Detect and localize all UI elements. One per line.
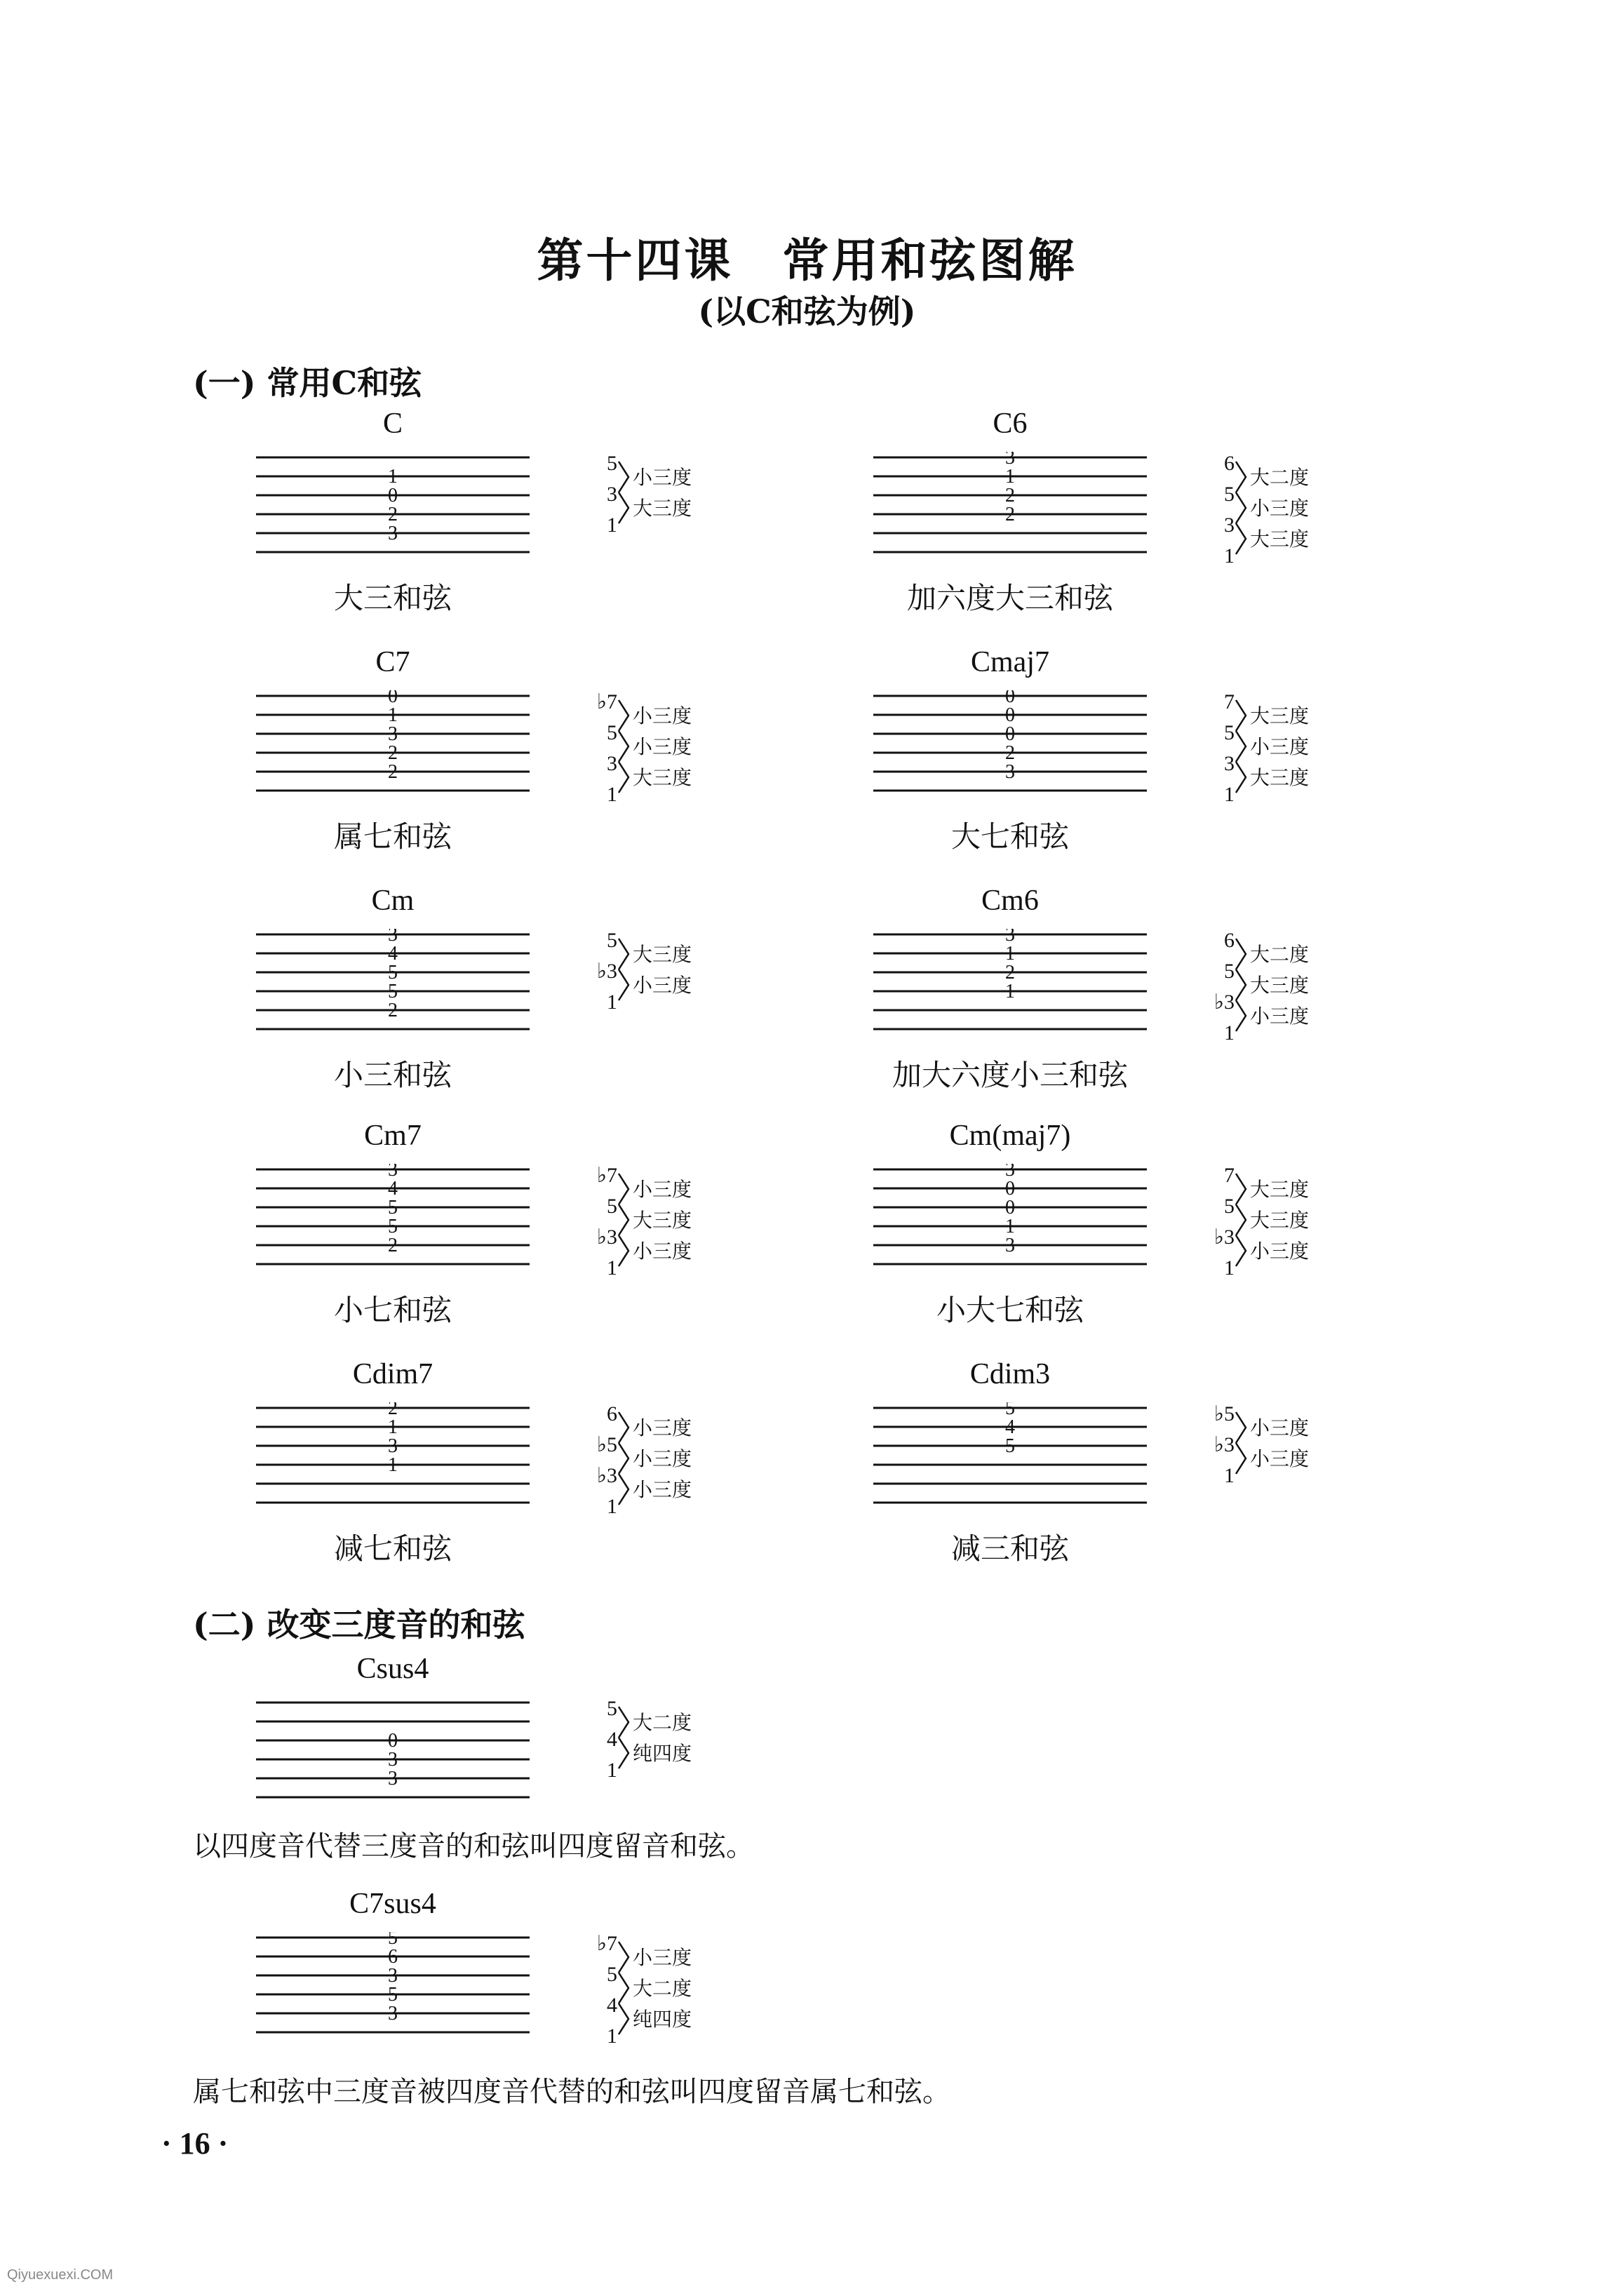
interval-label: 大三度: [1250, 974, 1310, 997]
fret-number: 5: [388, 981, 398, 1002]
chord-description: 大三和弦: [333, 581, 452, 615]
interval-label: 大三度: [633, 497, 692, 520]
scale-degree: 1: [1224, 1464, 1235, 1487]
tab-staff: [870, 1402, 1150, 1508]
scale-degree: ♭7: [596, 1164, 617, 1187]
interval-bracket: [1236, 762, 1246, 793]
interval-stack: [1206, 905, 1389, 1045]
fret-number: 0: [1005, 704, 1015, 726]
chord-name: Cm6: [981, 885, 1039, 917]
note-7sus4: 属七和弦中三度音被四度音代替的和弦叫四度留音属七和弦。: [193, 2076, 950, 2108]
scale-degree: 3: [1224, 752, 1235, 775]
scale-degree: ♭3: [596, 1464, 617, 1487]
fret-number: 5: [388, 1932, 398, 1949]
fret-number: 1: [388, 466, 398, 488]
chord-block-cmaj7: [870, 645, 1571, 877]
fret-number: 0: [1005, 1178, 1015, 1200]
fret-number: 0: [388, 485, 398, 506]
chord-description: 减七和弦: [333, 1531, 452, 1566]
interval-bracket: [619, 1443, 628, 1474]
chord-description: 减三和弦: [950, 1531, 1069, 1566]
interval-label: 大三度: [1250, 1209, 1310, 1232]
interval-bracket: [619, 1738, 628, 1768]
fret-number: 2: [1005, 962, 1015, 983]
fret-number: 1: [388, 1454, 398, 1476]
fret-number: 1: [1005, 981, 1015, 1002]
scale-degree: ♭5: [1213, 1402, 1235, 1425]
interval-stack: [589, 905, 772, 1045]
chord-description: 大七和弦: [950, 819, 1069, 854]
interval-bracket: [1236, 523, 1246, 554]
interval-bracket: [619, 1174, 628, 1204]
interval-label: 小三度: [633, 1416, 692, 1439]
interval-label: 纯四度: [633, 2008, 692, 2031]
interval-bracket: [1236, 969, 1246, 1000]
interval-bracket: [1236, 1000, 1246, 1031]
interval-label: 小三度: [1250, 1416, 1310, 1439]
fret-number: 2: [388, 761, 398, 783]
scale-degree: 4: [607, 1994, 617, 2017]
scale-degree: 1: [1224, 1021, 1235, 1045]
interval-label: 小三度: [1250, 1447, 1310, 1470]
interval-label: 小三度: [633, 1946, 692, 1969]
fret-number: 3: [1005, 1235, 1015, 1256]
chord-block-c: [253, 407, 954, 638]
interval-stack: [589, 1908, 772, 2048]
interval-bracket: [619, 969, 628, 1000]
scale-degree: ♭3: [596, 960, 617, 983]
interval-label: 小三度: [633, 704, 692, 727]
scale-degree: ♭7: [596, 690, 617, 713]
scale-degree: 7: [1224, 690, 1235, 713]
scale-degree: 5: [607, 1195, 617, 1218]
chord-name: Csus4: [356, 1653, 429, 1685]
tab-staff: [870, 690, 1150, 795]
interval-bracket: [619, 1942, 628, 1973]
chord-name: Cdim3: [969, 1358, 1051, 1390]
chord-block-cdim7: [253, 1357, 954, 1589]
fret-number: 4: [1005, 1416, 1015, 1438]
fret-number: 3: [388, 1435, 398, 1457]
fret-number: 2: [388, 504, 398, 525]
scale-degree: ♭7: [596, 1932, 617, 1955]
chord-name: Cmaj7: [971, 646, 1049, 678]
interval-label: 小三度: [1250, 735, 1310, 758]
tab-staff: [870, 929, 1150, 1034]
scale-degree: 3: [607, 752, 617, 775]
fret-number: 6: [388, 1946, 398, 1968]
tab-staff: [253, 1164, 533, 1269]
interval-label: 小三度: [633, 1447, 692, 1470]
fret-number: 0: [1005, 1197, 1015, 1219]
scale-degree: 1: [607, 1256, 617, 1280]
scale-degree: 6: [607, 1402, 617, 1425]
interval-bracket: [619, 1973, 628, 2003]
scale-degree: 3: [1224, 513, 1235, 537]
interval-bracket: [619, 1707, 628, 1738]
chord-name: C: [382, 408, 403, 440]
fret-number: 1: [1005, 943, 1015, 965]
scale-degree: 6: [1224, 929, 1235, 952]
tab-staff: [253, 452, 533, 557]
interval-stack: [589, 1673, 772, 1813]
tab-staff: [253, 929, 533, 1034]
fret-number: 0: [388, 690, 398, 707]
scale-degree: 3: [607, 483, 617, 506]
fret-number: 3: [1005, 761, 1015, 783]
fret-number: 4: [388, 943, 398, 965]
fret-number: 2: [1005, 742, 1015, 764]
scale-degree: 5: [1224, 1195, 1235, 1218]
fret-number: 4: [388, 1178, 398, 1200]
interval-stack: [1206, 1140, 1389, 1280]
interval-bracket: [619, 2003, 628, 2034]
chord-block-c7: [253, 645, 954, 877]
chord-block-cm6: [870, 884, 1571, 1115]
fret-number: 0: [1005, 723, 1015, 745]
interval-bracket: [1236, 462, 1246, 492]
interval-label: 小三度: [1250, 497, 1310, 520]
chord-description: 小大七和弦: [936, 1293, 1084, 1327]
fret-number: 2: [388, 1000, 398, 1021]
fret-number: 3: [1005, 1164, 1015, 1181]
interval-bracket: [619, 492, 628, 523]
fret-number: 5: [388, 1216, 398, 1237]
fret-number: 3: [388, 1965, 398, 1987]
scale-degree: 5: [607, 1697, 617, 1720]
interval-bracket: [1236, 1412, 1246, 1443]
chord-name: C6: [993, 408, 1028, 440]
interval-stack: [1206, 666, 1389, 807]
interval-bracket: [619, 1412, 628, 1443]
interval-label: 小三度: [633, 735, 692, 758]
fret-number: 1: [1005, 466, 1015, 488]
chord-name: C7sus4: [349, 1888, 436, 1920]
interval-bracket: [1236, 731, 1246, 762]
scale-degree: 5: [1224, 960, 1235, 983]
scale-degree: 7: [1224, 1164, 1235, 1187]
page-subtitle: (以C和弦为例): [698, 293, 916, 330]
interval-label: 大二度: [1250, 466, 1310, 489]
interval-bracket: [619, 1235, 628, 1266]
page-number: · 16 ·: [161, 2126, 229, 2161]
interval-label: 大三度: [633, 766, 692, 789]
chord-name: Cm7: [364, 1120, 422, 1152]
scale-degree: 4: [607, 1728, 617, 1751]
chord-description: 加大六度小三和弦: [892, 1058, 1128, 1092]
interval-label: 小三度: [1250, 1240, 1310, 1263]
scale-degree: 5: [607, 1963, 617, 1986]
interval-bracket: [1236, 1443, 1246, 1474]
interval-bracket: [1236, 1204, 1246, 1235]
fret-number: 2: [1005, 485, 1015, 506]
interval-bracket: [619, 762, 628, 793]
scale-degree: ♭5: [596, 1433, 617, 1456]
interval-label: 大三度: [633, 943, 692, 966]
scale-degree: 1: [607, 513, 617, 537]
fret-number: 5: [388, 1984, 398, 2006]
scale-degree: 1: [607, 991, 617, 1014]
fret-number: 3: [388, 723, 398, 745]
scale-degree: 1: [1224, 544, 1235, 568]
interval-label: 大三度: [1250, 528, 1310, 551]
fret-number: 5: [388, 962, 398, 983]
tab-staff: [870, 1164, 1150, 1269]
chord-block-cm-maj7: [870, 1119, 1571, 1350]
section-heading-common-chords: (一) 常用C和弦: [193, 364, 422, 402]
chord-name: C7: [375, 646, 410, 678]
interval-bracket: [619, 700, 628, 731]
interval-bracket: [1236, 1174, 1246, 1204]
chord-block-cm7: [253, 1119, 954, 1350]
note-sus4: 以四度音代替三度音的和弦叫四度留音和弦。: [193, 1830, 754, 1862]
fret-number: 1: [388, 704, 398, 726]
interval-bracket: [619, 939, 628, 969]
fret-number: 3: [388, 1749, 398, 1771]
interval-label: 小三度: [633, 1240, 692, 1263]
fret-number: 3: [388, 929, 398, 946]
interval-label: 小三度: [633, 1178, 692, 1201]
fret-number: 5: [388, 1197, 398, 1219]
scale-degree: 5: [607, 929, 617, 952]
fret-number: 2: [388, 1235, 398, 1256]
interval-stack: [1206, 1378, 1389, 1519]
interval-label: 小三度: [633, 1478, 692, 1501]
interval-stack: [589, 666, 772, 807]
chord-description: 小三和弦: [333, 1058, 452, 1092]
interval-bracket: [619, 1204, 628, 1235]
fret-number: 5: [1005, 1435, 1015, 1457]
chord-name: Cm: [371, 885, 415, 917]
chord-block-cdim3: [870, 1357, 1571, 1589]
scale-degree: 1: [607, 2025, 617, 2048]
interval-label: 大三度: [1250, 766, 1310, 789]
fret-number: 0: [1005, 690, 1015, 707]
tab-staff: [253, 690, 533, 795]
fret-number: 3: [388, 1768, 398, 1790]
tab-staff: [870, 452, 1150, 557]
scale-degree: 6: [1224, 452, 1235, 475]
scale-degree: 1: [1224, 783, 1235, 806]
interval-bracket: [619, 731, 628, 762]
interval-stack: [589, 428, 772, 568]
interval-label: 大二度: [1250, 943, 1310, 966]
fret-number: 2: [1005, 504, 1015, 525]
scale-degree: 1: [607, 1759, 617, 1782]
tab-staff: [253, 1932, 533, 2037]
interval-bracket: [1236, 492, 1246, 523]
fret-number: 3: [388, 2003, 398, 2025]
scale-degree: 5: [607, 452, 617, 475]
tab-staff: [253, 1697, 533, 1802]
chord-description: 加六度大三和弦: [906, 581, 1113, 615]
interval-label: 大二度: [633, 1977, 692, 2000]
scale-degree: ♭3: [1213, 1433, 1235, 1456]
interval-bracket: [1236, 700, 1246, 731]
page-title: 第十四课 常用和弦图解: [537, 233, 1077, 288]
fret-number: 3: [1005, 929, 1015, 946]
fret-number: 3: [1005, 452, 1015, 469]
scale-degree: ♭3: [1213, 991, 1235, 1014]
interval-label: 纯四度: [633, 1742, 692, 1765]
fret-number: 1: [388, 1416, 398, 1438]
interval-label: 小三度: [633, 466, 692, 489]
scale-degree: 5: [1224, 721, 1235, 744]
fret-number: 2: [388, 742, 398, 764]
interval-label: 大三度: [1250, 1178, 1310, 1201]
scale-degree: 1: [607, 783, 617, 806]
scale-degree: ♭3: [1213, 1226, 1235, 1249]
fret-number: 0: [388, 1730, 398, 1752]
scale-degree: 1: [1224, 1256, 1235, 1280]
interval-label: 大三度: [1250, 704, 1310, 727]
fret-number: 3: [388, 1164, 398, 1181]
interval-stack: [589, 1140, 772, 1280]
section-heading-altered-third: (二) 改变三度音的和弦: [193, 1606, 525, 1644]
interval-label: 大二度: [633, 1711, 692, 1734]
watermark: Qiyuexuexi.COM: [7, 2267, 114, 2283]
interval-stack: [1206, 428, 1389, 568]
fret-number: 1: [1005, 1216, 1015, 1237]
interval-label: 小三度: [1250, 1005, 1310, 1028]
scale-degree: 5: [607, 721, 617, 744]
scale-degree: 1: [607, 1495, 617, 1518]
scale-degree: 5: [1224, 483, 1235, 506]
interval-stack: [589, 1378, 772, 1519]
fret-number: 3: [388, 523, 398, 544]
interval-label: 大三度: [633, 1209, 692, 1232]
chord-block-cm: [253, 884, 954, 1115]
interval-bracket: [619, 462, 628, 492]
chord-name: Cdim7: [352, 1358, 433, 1390]
scale-degree: ♭3: [596, 1226, 617, 1249]
chord-block-c6: [870, 407, 1571, 638]
interval-bracket: [1236, 1235, 1246, 1266]
fret-number: 2: [388, 1402, 398, 1419]
tab-staff: [253, 1402, 533, 1508]
interval-label: 小三度: [633, 974, 692, 997]
chord-description: 属七和弦: [333, 819, 452, 854]
chord-description: 小七和弦: [333, 1293, 452, 1327]
interval-bracket: [1236, 939, 1246, 969]
interval-bracket: [619, 1474, 628, 1505]
fret-number: 5: [1005, 1402, 1015, 1419]
chord-name: Cm(maj7): [949, 1120, 1071, 1152]
